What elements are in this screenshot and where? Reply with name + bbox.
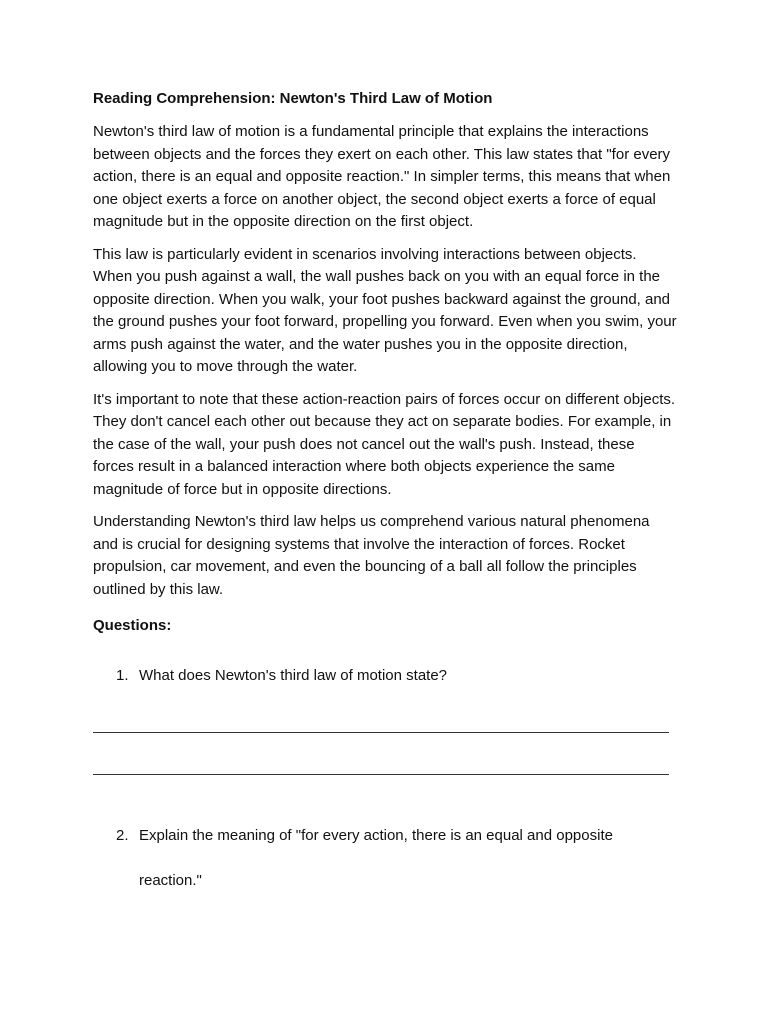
question-number: 2.	[116, 827, 129, 844]
question-list	[93, 665, 678, 903]
paragraph-1: Newton's third law of motion is a fundamental principle that explains the interactions between objects and the forces they exert on each other. This law states that "for every action, there is an equal and opposite reaction." In simpler terms, this means that when one object exerts a force on another object, the second object exerts a force of equal magnitude but in the opposite direction on the first object.	[93, 123, 671, 230]
questions-heading: Questions:	[93, 617, 172, 634]
question-2	[93, 813, 678, 903]
question-1	[93, 665, 678, 687]
paragraph-2: This law is particularly evident in scenarios involving interactions between objects. When you push against a wall, the wall pushes back on you with an equal force in the opposite direction. When you walk, your foot pushes backward against the ground, and the ground pushes your foot forward, propelling you forward. Even when you swim, your arms push against the water, and the water pushes you in the opposite direction, allowing you to move through the water.	[93, 245, 677, 375]
document-title: Reading Comprehension: Newton's Third Law of Motion	[93, 90, 493, 107]
question-number: 1.	[116, 667, 129, 684]
question-text: Explain the meaning of "for every action, there is an equal and opposite reaction."	[139, 827, 613, 889]
question-text: What does Newton's third law of motion state?	[139, 667, 448, 684]
document-page	[93, 88, 678, 903]
answer-line-1[interactable]	[93, 731, 669, 733]
paragraph-3: It's important to note that these action-reaction pairs of forces occur on different objects. They don't cancel each other out because they act on separate bodies. For example, in the case of the wall, your push does not cancel out the wall's push. Instead, these forces result in a balanced interaction where both objects experience the same magnitude of force but in opposite directions.	[93, 390, 676, 498]
answer-line-2[interactable]	[93, 773, 669, 775]
paragraph-4: Understanding Newton's third law helps us comprehend various natural phenomena and is crucial for designing systems that involve the interaction of forces. Rocket propulsion, car movement, and even the bouncing of a ball all follow the principles outlined by this law.	[93, 513, 650, 598]
